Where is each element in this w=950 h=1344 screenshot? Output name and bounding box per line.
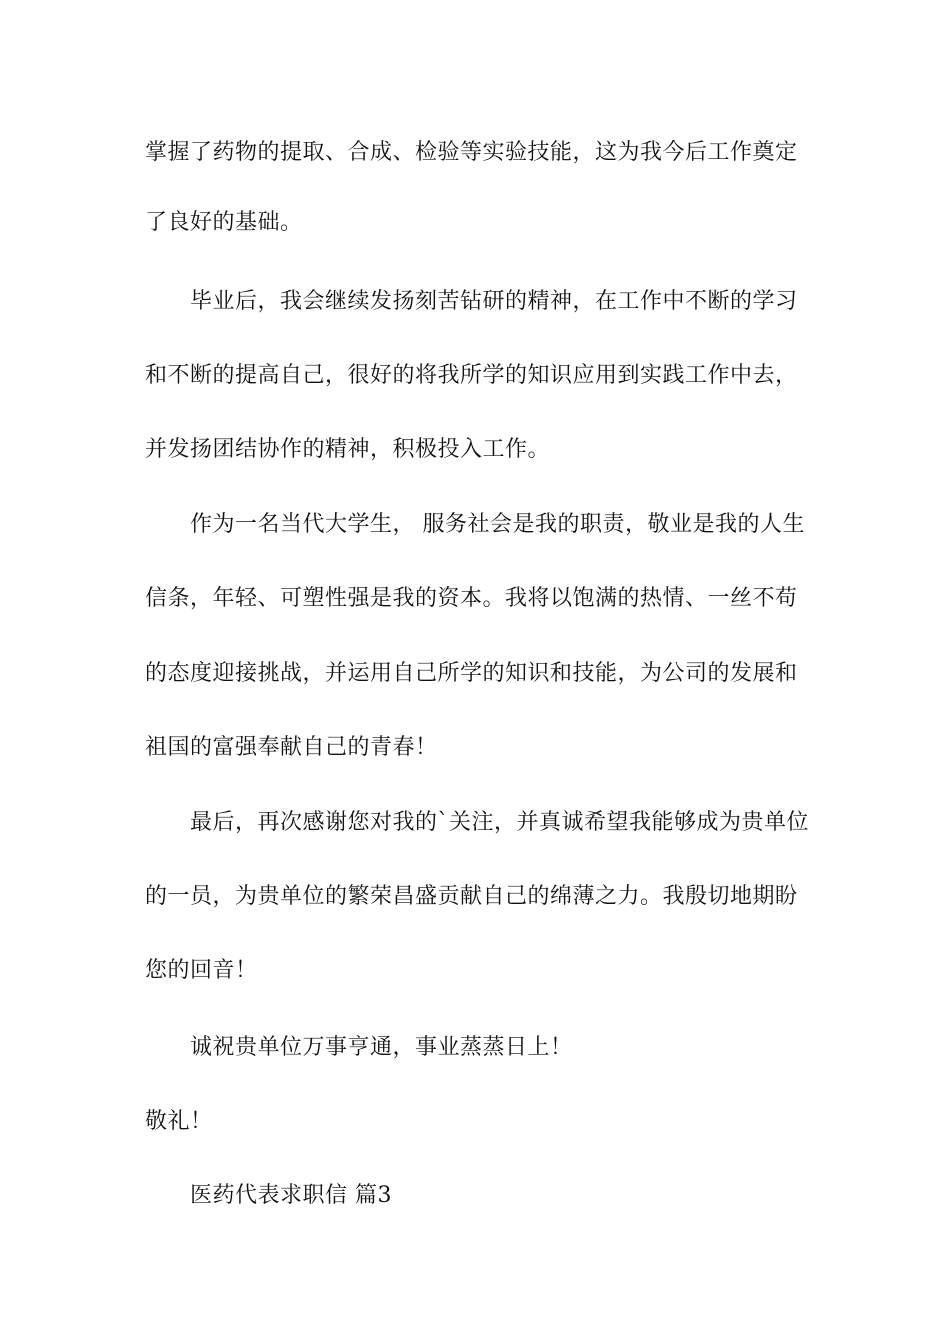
paragraph-line: 和不断的提高自己，很好的将我所学的知识应用到实践工作中去， [145, 363, 798, 388]
paragraph-line: 祖国的富强奉献自己的青春！ [145, 735, 438, 760]
paragraph-line: 掌握了药物的提取、合成、检验等实验技能，这为我今后工作奠定 [145, 140, 798, 165]
closing-wish: 诚祝贵单位万事亨通，事业蒸蒸日上！ [190, 1035, 573, 1060]
paragraph-line: 了良好的基础。 [145, 210, 303, 235]
paragraph-line: 的一员，为贵单位的繁荣昌盛贡献自己的绵薄之力。我殷切地期盼 [145, 884, 798, 909]
paragraph-line: 作为一名当代大学生， 服务社会是我的职责，敬业是我的人生 [190, 512, 805, 537]
salutation: 敬礼！ [145, 1109, 213, 1134]
paragraph-line: 最后，再次感谢您对我的`关注，并真诚希望我能够成为贵单位 [190, 810, 810, 835]
paragraph-line: 您的回音！ [145, 958, 258, 983]
paragraph-line: 并发扬团结协作的精神，积极投入工作。 [145, 437, 551, 462]
paragraph-line: 的态度迎接挑战，并运用自己所学的知识和技能，为公司的发展和 [145, 661, 798, 686]
section-heading: 医药代表求职信 篇3 [190, 1183, 392, 1208]
paragraph-line: 信条，年轻、可塑性强是我的资本。我将以饱满的热情、一丝不苟 [145, 586, 798, 611]
paragraph-line: 毕业后，我会继续发扬刻苦钻研的精神，在工作中不断的学习 [190, 289, 798, 314]
